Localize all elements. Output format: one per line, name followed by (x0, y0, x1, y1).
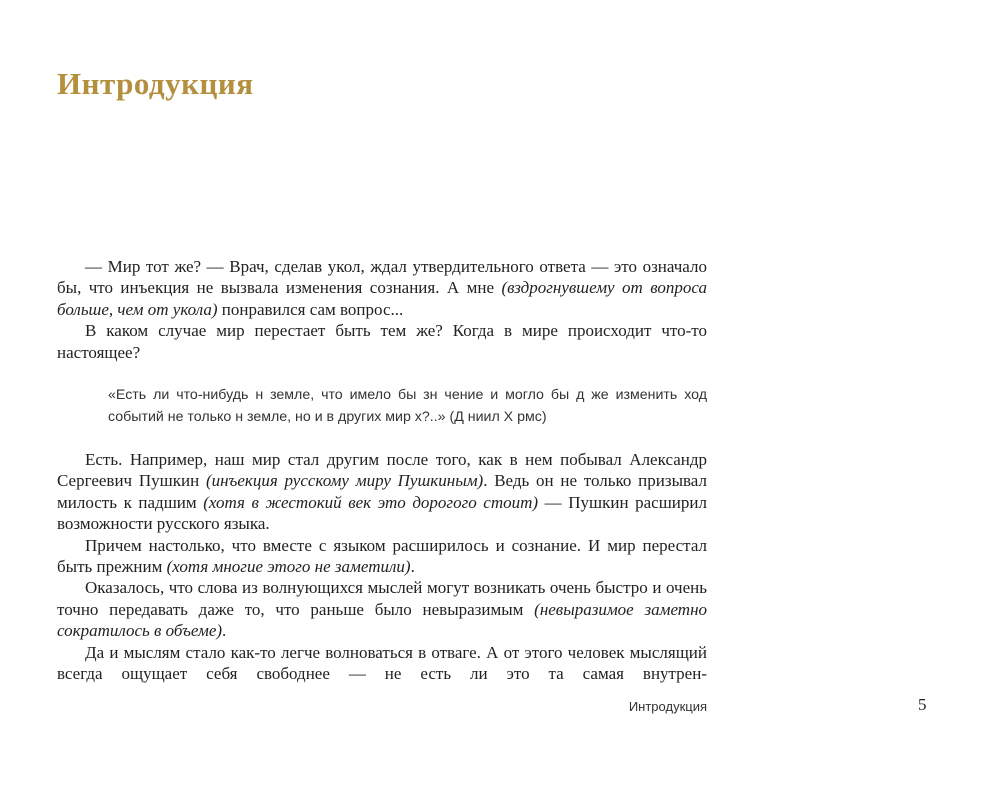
italic-aside: (инъекция русскому миру Пушкиным) (205, 471, 484, 491)
text-run: Причем настолько, что вместе с языком расширилось и сознание. И мир перестал быть прежним (57, 535, 707, 577)
paragraph (57, 449, 707, 535)
text-run: — Мир тот же? — Врач, сделав укол, ждал утвердительного ответа — это означало бы, что инъекция не вызвала изменения сознания. А мне (57, 257, 707, 298)
text-run: Оказалось, что слова из волнующихся мыслей могут возникать очень быстро и очень точно передавать даже то, что раньше было невыразимым (57, 578, 707, 619)
text-run: Да и мыслям стало как-то легче волноваться в отваге. А от этого человек мыслящий всегда ощущает себя свободнее — не есть ли это та самая внутрен- (57, 642, 707, 684)
chapter-title: Интродукция (57, 66, 254, 101)
page-number: 5 (918, 695, 927, 714)
paragraph (57, 535, 707, 578)
text-run: понравился сам вопрос... (217, 299, 404, 319)
text-run: Есть. Например, наш мир стал другим после того, как в нем побывал Александр Сергеевич Пушкин (57, 450, 707, 491)
main-paragraphs (57, 449, 707, 684)
italic-aside: (хотя многие этого не заметили) (166, 557, 411, 577)
paragraph (57, 642, 707, 685)
running-footer-title: Интродукция (628, 699, 707, 714)
italic-aside: (невыразимое заметно сократилось в объеме) (57, 599, 708, 641)
text-run: . (410, 557, 415, 577)
text-run: . Ведь он не только призывал милость к падшим (57, 471, 707, 512)
paragraph (57, 256, 707, 320)
italic-aside: (хотя в жестокий век это дорогого стоит) (203, 492, 539, 512)
text-run: В каком случае мир перестает быть тем же? Когда в мире происходит что-то настоящее? (57, 321, 707, 362)
text-run: — Пушкин расширил возможности русского языка. (57, 492, 707, 534)
text-run: . (222, 621, 227, 641)
paragraph (57, 320, 707, 363)
intro-paragraphs (57, 256, 707, 363)
italic-aside: (вздрогнувшему от вопроса больше, чем от укола) (57, 278, 707, 319)
paragraph (57, 577, 707, 641)
epigraph-quote: «Есть ли что-нибудь н земле, что имело бы зн чение и могло бы д же изменить ход событий не только н земле, но и в других мир х?..» (Д ниил Х рмс) (108, 387, 707, 426)
body-text (57, 256, 707, 685)
